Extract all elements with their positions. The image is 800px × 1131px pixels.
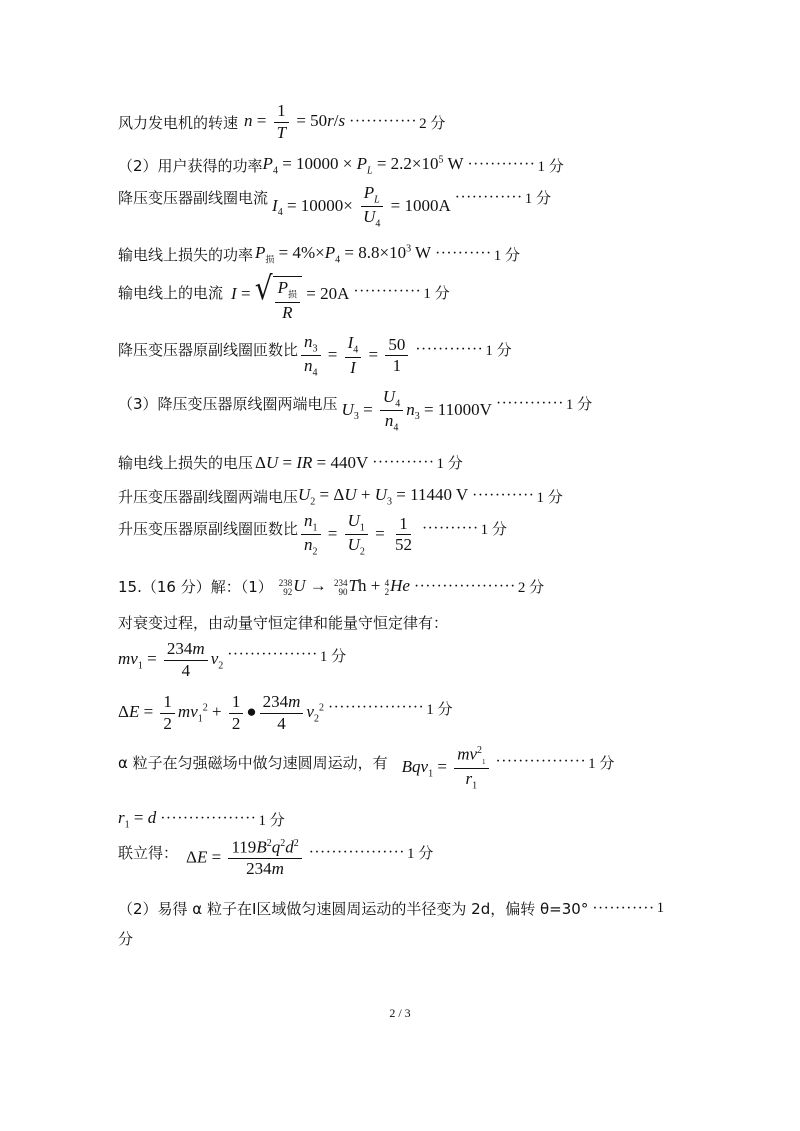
line-text: 15.（16 分）解：（1） [118, 578, 273, 596]
answer-line-part2-cont [118, 928, 133, 949]
line-text: （3）降压变压器原线圈两端电压 [118, 395, 338, 414]
answer-line-circular-motion: α 粒子在匀强磁场中做匀速圆周运动，有 Bqv$_1$ = $\frac{mv^2_1}{r_1}$ ················ 1 分 [118, 744, 615, 792]
answer-line-rotation-speed: 风力发电机的转速 n = $\frac{1}{T}$ = 50r/s ············ 2 分 [118, 101, 446, 142]
line-text: 输电线上的电流 [118, 283, 224, 302]
line-text: 联立得： [118, 844, 179, 863]
line-text: （2）用户获得的功率 [118, 156, 263, 175]
score: 1 分 [485, 343, 512, 360]
answer-line-voltage-loss: 输电线上损失的电压 ΔU = IR = 440V ··········· 1 分 [118, 452, 463, 472]
formula: ΔE = $\frac{1}{2}$ $mv_1^2$ + $\frac{1}{2}$ ● $\frac{234m}{4}$ $v_2^2$ [118, 692, 324, 733]
line-text: α 粒子在匀强磁场中做匀速圆周运动，有 [118, 753, 388, 772]
score: 1 分 [480, 522, 507, 539]
score: 1 分 [536, 489, 563, 506]
line-text: （2）易得 α 粒子在Ⅰ区域做匀速圆周运动的半径变为 2d，偏转 θ=30° [118, 900, 589, 918]
line-text: 降压变压器副线圈电流 [118, 189, 269, 208]
score: 1 [656, 900, 665, 916]
line-text: 输电线上损失的电压 [118, 454, 254, 472]
formula: Bqv$_1$ = $\frac{mv^2_1}{r_1}$ [402, 745, 492, 791]
formula: $\frac{n_1}{n_2}$ = $\frac{U_1}{U_2}$ = $\frac{1}{52}$ [298, 512, 418, 558]
formula: ΔU = IR = 440V [255, 452, 369, 472]
formula: $U_2 = \Delta U + U_3 = 11440$ V [298, 485, 469, 508]
score: 1 分 [524, 191, 551, 208]
score: 2 分 [419, 115, 446, 132]
formula: $I_4 = 10000\times$ $\frac{P_L}{U_4}$ = 1000A [272, 183, 451, 230]
answer-line-radius: $r_1 = d$ ················· 1 分 [118, 808, 285, 831]
line-text: 升压变压器原副线圈匝数比 [118, 520, 299, 539]
answer-line-part2: （2）易得 α 粒子在Ⅰ区域做匀速圆周运动的半径变为 2d，偏转 θ=30° ··········· 1 [118, 899, 665, 918]
formula: $P_损 = 4\%\times P_4 = 8.8\times 10^3$ W [255, 243, 432, 266]
line-text: 降压变压器原副线圈匝数比 [118, 341, 299, 360]
formula: n = $\frac{1}{T}$ = 50r/s [244, 101, 346, 142]
answer-line-secondary-current: 降压变压器副线圈电流 $I_4 = 10000\times$ $\frac{P_L}{U_4}$ = 1000A ············ 1 分 [118, 183, 551, 230]
score: 2 分 [517, 580, 545, 596]
score: 1 分 [537, 158, 564, 175]
answer-line-primary-voltage: （3）降压变压器原线圈两端电压 $U_3$ = $\frac{U_4}{n_4}$ $n_3 = 11000V$ ············ 1 分 [118, 387, 593, 434]
line-text: 风力发电机的转速 [118, 113, 239, 132]
answer-line-step-up-secondary-voltage: 升压变压器副线圈两端电压 $U_2 = \Delta U + U_3 = 11440$ V ··········· 1 分 [118, 485, 563, 508]
score: 1 分 [565, 397, 593, 414]
score: 1 分 [319, 648, 347, 665]
answer-line-loss-power: 输电线上损失的功率 $P_损 = 4\%\times P_4 = 8.8\times 10^3$ W ·········· 1 分 [118, 243, 520, 266]
score: 1 分 [423, 285, 450, 302]
answer-line-conservation-intro [118, 612, 448, 633]
score: 1 分 [493, 247, 520, 264]
score: 1 分 [426, 701, 453, 718]
score: 1 分 [258, 812, 285, 829]
page-number: 2 / 3 [389, 1006, 411, 1020]
answer-line-momentum: $mv_1$ = $\frac{234m}{4}$ $v_2$ ················ 1 分 [118, 639, 347, 680]
answer-line-decay-equation: 15.（16 分）解：（1） 238 92 U → 234 90 Th + 4 2 He ·················· 2 分 [118, 576, 545, 597]
answer-line-combined-result: 联立得： ΔE = $\frac{119B^2q^2d^2}{234m}$ ················· 1 分 [118, 837, 434, 879]
formula: I = √ $\frac{P_损}{R}$ = 20A [231, 269, 350, 323]
formula: $\frac{n_3}{n_4}$ = $\frac{I_4}{I}$ = $\frac{50}{1}$ [298, 333, 411, 379]
score: 1 分 [436, 456, 463, 472]
formula: $P_4 = 10000 \times P_L = 2.2\times 10^5$ W [262, 154, 464, 177]
line-text: 对衰变过程，由动量守恒定律和能量守恒定律有： [118, 614, 449, 632]
line-text: 分 [118, 930, 134, 948]
line-text: 输电线上损失的功率 [118, 245, 254, 264]
answer-line-line-current: 输电线上的电流 I = √ $\frac{P_损}{R}$ = 20A ············ 1 分 [118, 269, 450, 323]
formula: $mv_1$ = $\frac{234m}{4}$ $v_2$ [118, 639, 224, 680]
formula: $U_3$ = $\frac{U_4}{n_4}$ $n_3 = 11000V$ [341, 387, 492, 434]
line-text: 升压变压器副线圈两端电压 [118, 487, 299, 506]
formula: ΔE = $\frac{119B^2q^2d^2}{234m}$ [186, 838, 305, 879]
score: 1 分 [588, 755, 615, 772]
answer-line-energy: ΔE = $\frac{1}{2}$ $mv_1^2$ + $\frac{1}{2}$ ● $\frac{234m}{4}$ $v_2^2$ ················· 1 分 [118, 692, 453, 733]
formula: $r_1 = d$ [118, 808, 157, 831]
answer-line-user-power: （2）用户获得的功率 $P_4 = 10000 \times P_L = 2.2\times 10^5$ W ············ 1 分 [118, 154, 564, 177]
formula: 238 92 U → 234 90 Th + 4 2 He [278, 576, 410, 597]
answer-line-step-down-ratio: 降压变压器原副线圈匝数比 $\frac{n_3}{n_4}$ = $\frac{I_4}{I}$ = $\frac{50}{1}$ ············ 1 分 [118, 332, 512, 379]
answer-line-step-up-ratio: 升压变压器原副线圈匝数比 $\frac{n_1}{n_2}$ = $\frac{U_1}{U_2}$ = $\frac{1}{52}$ ·········· 1 分 [118, 511, 507, 558]
score: 1 分 [406, 846, 434, 863]
